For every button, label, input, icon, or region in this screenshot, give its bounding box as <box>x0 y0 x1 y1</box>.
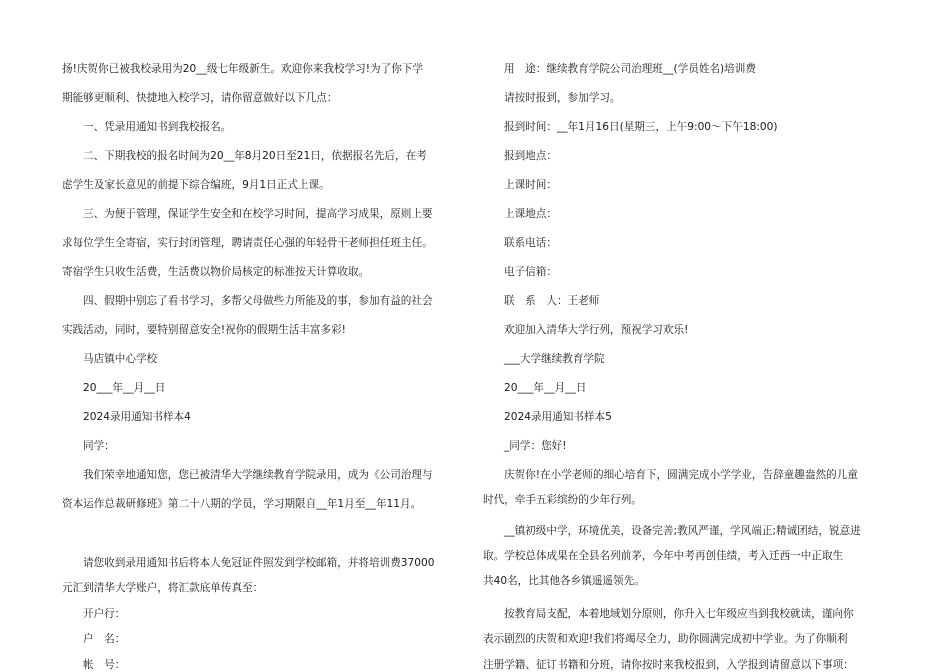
text-line: 二、下期我校的报名时间为20__年8月20日至21日，依据报名先后，在考 <box>83 150 427 162</box>
text-line: 按教育局支配，本着地域划分原则，你升入七年级应当到我校就读，谨向你 <box>504 608 854 620</box>
text-line: 时代，牵手五彩缤纷的少年行列。 <box>483 494 642 506</box>
sample-heading: 2024录用通知书样本4 <box>83 411 191 423</box>
text-line: __镇初级中学，环境优美，设备完善;教风严谨，学风端正;精诚团结，锐意进 <box>504 525 861 537</box>
bank-field: 开户行： <box>83 608 126 620</box>
class-place-field: 上课地点： <box>504 208 557 220</box>
text-line: 求每位学生全寄宿，实行封闭管理，聘请责任心强的年轻骨干老师担任班主任。 <box>62 237 433 249</box>
text-line: 共40名，比其他各乡镇遥遥领先。 <box>483 575 645 587</box>
text-line: 期能够更顺利、快捷地入校学习，请你留意做好以下几点： <box>62 92 338 104</box>
signature-college: ___大学继续教育学院 <box>504 353 605 365</box>
text-line: 元汇到清华大学账户，将汇款底单传真至： <box>62 582 264 594</box>
text-line: 欢迎加入清华大学行列，预祝学习欢乐! <box>504 324 689 336</box>
text-line: 四、假期中别忘了看书学习，多帮父母做些力所能及的事，参加有益的社会 <box>83 295 433 307</box>
contact-field: 联 系 人：王老师 <box>504 295 600 307</box>
signature-school: 马店镇中心学校 <box>83 353 158 365</box>
date-line: 20___年__月__日 <box>504 382 587 394</box>
date-line: 20___年__月__日 <box>83 382 166 394</box>
text-line: 实践活动，同时，要特别留意安全!祝你的假期生活丰富多彩! <box>62 324 346 336</box>
email-field: 电子信箱： <box>504 266 557 278</box>
text-line: 资本运作总裁研修班》第二十八期的学员，学习期限自__年1月至__年11月。 <box>62 498 422 510</box>
text-line: 扬!庆贺你已被我校录用为20__级七年级新生。欢迎你来我校学习!为了你下学 <box>62 63 423 75</box>
account-number-field: 帐 号： <box>83 659 126 671</box>
text-line: 注册学籍、征订书籍和分班，请你按时来我校报到，入学报到请留意以下事项： <box>483 659 854 671</box>
account-name-field: 户 名： <box>83 633 126 645</box>
text-line: 请按时报到，参加学习。 <box>504 92 621 104</box>
phone-field: 联系电话： <box>504 237 557 249</box>
text-line: 请您收到录用通知书后将本人免冠证件照发到学校邮箱，并将培训费37000 <box>83 557 435 569</box>
class-time-field: 上课时间： <box>504 179 557 191</box>
text-line: 取。学校总体成果在全县名列前茅，今年中考再创佳绩，考入迁西一中正取生 <box>483 550 844 562</box>
text-line: 寄宿学生只收生活费，生活费以物价局核定的标准按天计算收取。 <box>62 266 370 278</box>
salutation: _同学：您好! <box>504 440 567 452</box>
sample-heading: 2024录用通知书样本5 <box>504 411 612 423</box>
report-time-field: 报到时间：__年1月16日(星期三，上午9:00～下午18:00) <box>504 121 778 133</box>
salutation: 同学： <box>83 440 115 452</box>
report-place-field: 报到地点： <box>504 150 557 162</box>
text-line: 表示剧烈的庆贺和欢迎!我们将竭尽全力，助你圆满完成初中学业。为了你顺利 <box>483 633 848 645</box>
text-line: 庆贺你!在小学老师的细心培育下，圆满完成小学学业，告辞童趣盎然的儿童 <box>504 469 858 481</box>
text-line: 三、为便于管理，保证学生安全和在校学习时间，提高学习成果，原则上要 <box>83 208 433 220</box>
text-line: 一、凭录用通知书到我校报名。 <box>83 121 232 133</box>
text-line: 虑学生及家长意见的前提下综合编班，9月1日正式上课。 <box>62 179 330 191</box>
text-line: 我们荣幸地通知您，您已被清华大学继续教育学院录用，成为《公司治理与 <box>83 469 433 481</box>
purpose-field: 用 途：继续教育学院公司治理班__(学员姓名)培训费 <box>504 63 756 75</box>
